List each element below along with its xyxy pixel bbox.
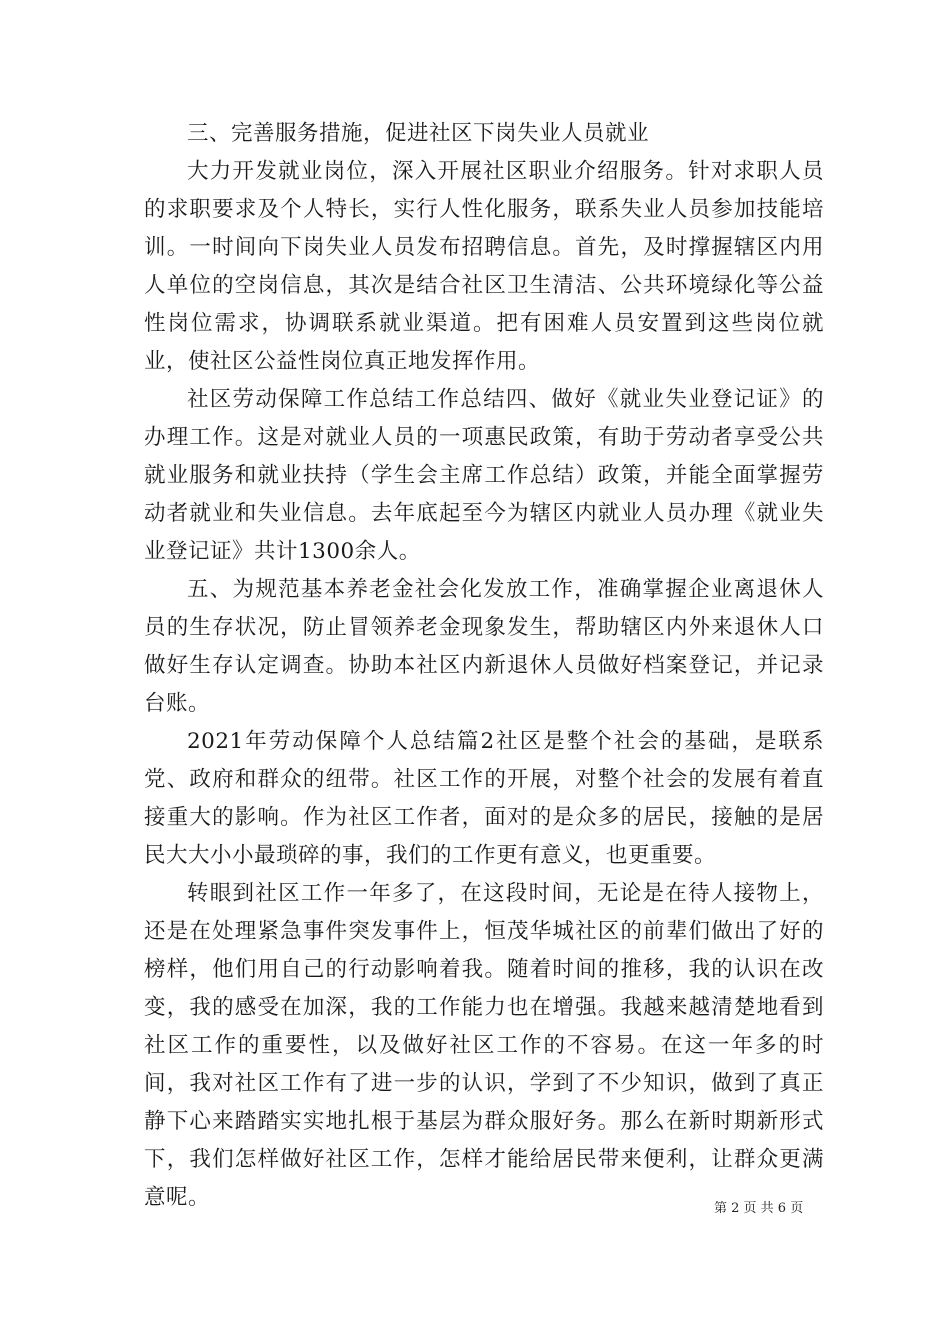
- section-heading-3: 三、完善服务措施，促进社区下岗失业人员就业: [187, 121, 650, 146]
- document-body: [144, 115, 824, 1217]
- paragraph-registration-certificate: 社区劳动保障工作总结工作总结四、做好《就业失业登记证》的办理工作。这是对就业人员的一项惠民政策，有助于劳动者享受公共就业服务和就业扶持（学生会主席工作总结）政策，并能全面掌握劳动者就业和失业信息。去年底起至今为辖区内就业人员办理《就业失业登记证》共计1300余人。: [144, 387, 824, 564]
- paragraph-summary-part-2: 2021年劳动保障个人总结篇2社区是整个社会的基础，是联系党、政府和群众的纽带。社区工作的开展，对整个社会的发展有着直接重大的影响。作为社区工作者，面对的是众多的居民，接触的是居民大大小小最琐碎的事，我们的工作更有意义，也更重要。: [144, 729, 824, 868]
- paragraph-employment-services: 大力开发就业岗位，深入开展社区职业介绍服务。针对求职人员的求职要求及个人特长，实行人性化服务，联系失业人员参加技能培训。一时间向下岗失业人员发布招聘信息。首先，及时撑握辖区内用人单位的空岗信息，其次是结合社区卫生清洁、公共环境绿化等公益性岗位需求，协调联系就业渠道。把有困难人员安置到这些岗位就业，使社区公益性岗位真正地发挥作用。: [144, 159, 824, 374]
- paragraph-one-year-reflection: 转眼到社区工作一年多了，在这段时间，无论是在待人接物上，还是在处理紧急事件突发事件上，恒茂华城社区的前辈们做出了好的榜样，他们用自己的行动影响着我。随着时间的推移，我的认识在改变，我的感受在加深，我的工作能力也在增强。我越来越清楚地看到社区工作的重要性，以及做好社区工作的不容易。在这一年多的时间，我对社区工作有了进一步的认识，学到了不少知识，做到了真正静下心来踏踏实实地扎根于基层为群众服好务。那么在新时期新形式下，我们怎样做好社区工作，怎样才能给居民带来便利，让群众更满意呢。: [144, 881, 824, 1210]
- paragraph-pension-distribution: 五、为规范基本养老金社会化发放工作，准确掌握企业离退休人员的生存状况，防止冒领养老金现象发生，帮助辖区内外来退休人口做好生存认定调查。协助本社区内新退休人员做好档案登记，并记录台账。: [144, 577, 824, 716]
- page-number-footer: 第 2 页 共 6 页: [714, 1201, 804, 1216]
